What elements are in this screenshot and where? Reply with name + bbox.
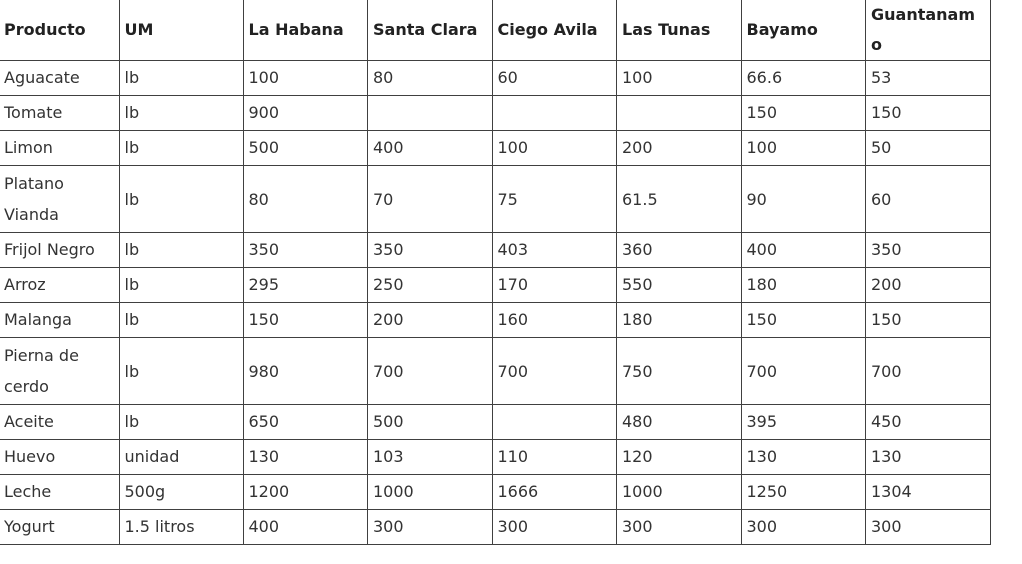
cell-guantanamo: 300 <box>866 510 991 545</box>
cell-la-habana: 400 <box>243 510 368 545</box>
cell-producto: Aceite <box>0 405 119 440</box>
cell-ciego-avila: 403 <box>492 233 617 268</box>
column-header-las-tunas: Las Tunas <box>617 0 742 61</box>
cell-um: lb <box>119 233 243 268</box>
table-body <box>0 61 990 545</box>
table-row <box>0 96 990 131</box>
cell-santa-clara: 500 <box>368 405 493 440</box>
cell-guantanamo: 150 <box>866 303 991 338</box>
cell-la-habana: 80 <box>243 166 368 233</box>
cell-la-habana: 295 <box>243 268 368 303</box>
cell-um: lb <box>119 338 243 405</box>
table-row <box>0 303 990 338</box>
cell-las-tunas: 120 <box>617 440 742 475</box>
cell-guantanamo: 200 <box>866 268 991 303</box>
cell-la-habana: 900 <box>243 96 368 131</box>
table-row <box>0 233 990 268</box>
cell-las-tunas: 300 <box>617 510 742 545</box>
cell-bayamo: 90 <box>741 166 866 233</box>
cell-producto: Leche <box>0 475 119 510</box>
cell-la-habana: 130 <box>243 440 368 475</box>
cell-guantanamo: 450 <box>866 405 991 440</box>
cell-ciego-avila: 700 <box>492 338 617 405</box>
cell-guantanamo: 53 <box>866 61 991 96</box>
cell-bayamo: 1250 <box>741 475 866 510</box>
cell-bayamo: 180 <box>741 268 866 303</box>
cell-guantanamo: 60 <box>866 166 991 233</box>
cell-las-tunas <box>617 96 742 131</box>
cell-las-tunas: 750 <box>617 338 742 405</box>
table-row <box>0 440 990 475</box>
table-row <box>0 268 990 303</box>
cell-ciego-avila <box>492 405 617 440</box>
cell-producto: Pierna de cerdo <box>0 338 119 405</box>
table-header <box>0 0 990 61</box>
cell-producto: Malanga <box>0 303 119 338</box>
cell-producto: Limon <box>0 131 119 166</box>
cell-la-habana: 500 <box>243 131 368 166</box>
cell-la-habana: 980 <box>243 338 368 405</box>
table-row <box>0 131 990 166</box>
cell-ciego-avila: 300 <box>492 510 617 545</box>
cell-ciego-avila: 100 <box>492 131 617 166</box>
cell-um: 1.5 litros <box>119 510 243 545</box>
cell-ciego-avila: 170 <box>492 268 617 303</box>
cell-santa-clara: 400 <box>368 131 493 166</box>
table-row <box>0 405 990 440</box>
cell-la-habana: 150 <box>243 303 368 338</box>
cell-producto: Yogurt <box>0 510 119 545</box>
cell-producto: Aguacate <box>0 61 119 96</box>
cell-la-habana: 350 <box>243 233 368 268</box>
cell-las-tunas: 100 <box>617 61 742 96</box>
cell-bayamo: 395 <box>741 405 866 440</box>
cell-bayamo: 700 <box>741 338 866 405</box>
table-row <box>0 61 990 96</box>
cell-ciego-avila: 1666 <box>492 475 617 510</box>
table-row <box>0 338 990 405</box>
cell-guantanamo: 50 <box>866 131 991 166</box>
cell-las-tunas: 180 <box>617 303 742 338</box>
cell-um: lb <box>119 61 243 96</box>
cell-guantanamo: 150 <box>866 96 991 131</box>
cell-santa-clara: 350 <box>368 233 493 268</box>
cell-um: lb <box>119 96 243 131</box>
cell-um: lb <box>119 405 243 440</box>
cell-bayamo: 100 <box>741 131 866 166</box>
cell-producto: Frijol Negro <box>0 233 119 268</box>
cell-um: lb <box>119 268 243 303</box>
table-row <box>0 510 990 545</box>
cell-guantanamo: 700 <box>866 338 991 405</box>
cell-santa-clara: 80 <box>368 61 493 96</box>
cell-santa-clara: 250 <box>368 268 493 303</box>
cell-producto: Arroz <box>0 268 119 303</box>
cell-santa-clara: 70 <box>368 166 493 233</box>
cell-la-habana: 100 <box>243 61 368 96</box>
cell-um: lb <box>119 303 243 338</box>
cell-las-tunas: 200 <box>617 131 742 166</box>
cell-bayamo: 150 <box>741 96 866 131</box>
column-header-guantanamo: Guantanamo <box>866 0 991 61</box>
cell-santa-clara: 200 <box>368 303 493 338</box>
cell-guantanamo: 1304 <box>866 475 991 510</box>
column-header-bayamo: Bayamo <box>741 0 866 61</box>
column-header-ciego-avila: Ciego Avila <box>492 0 617 61</box>
cell-santa-clara: 103 <box>368 440 493 475</box>
cell-um: lb <box>119 166 243 233</box>
cell-ciego-avila: 160 <box>492 303 617 338</box>
cell-las-tunas: 61.5 <box>617 166 742 233</box>
cell-las-tunas: 550 <box>617 268 742 303</box>
cell-santa-clara: 1000 <box>368 475 493 510</box>
table-row <box>0 166 990 233</box>
cell-santa-clara: 700 <box>368 338 493 405</box>
column-header-producto: Producto <box>0 0 119 61</box>
cell-bayamo: 130 <box>741 440 866 475</box>
cell-guantanamo: 130 <box>866 440 991 475</box>
cell-santa-clara <box>368 96 493 131</box>
cell-bayamo: 150 <box>741 303 866 338</box>
cell-ciego-avila <box>492 96 617 131</box>
table-row <box>0 475 990 510</box>
cell-um: 500g <box>119 475 243 510</box>
cell-um: lb <box>119 131 243 166</box>
cell-bayamo: 400 <box>741 233 866 268</box>
cell-guantanamo: 350 <box>866 233 991 268</box>
cell-ciego-avila: 110 <box>492 440 617 475</box>
cell-bayamo: 66.6 <box>741 61 866 96</box>
column-header-la-habana: La Habana <box>243 0 368 61</box>
cell-ciego-avila: 75 <box>492 166 617 233</box>
column-header-um: UM <box>119 0 243 61</box>
cell-producto: Tomate <box>0 96 119 131</box>
cell-las-tunas: 1000 <box>617 475 742 510</box>
cell-ciego-avila: 60 <box>492 61 617 96</box>
column-header-santa-clara: Santa Clara <box>368 0 493 61</box>
cell-la-habana: 650 <box>243 405 368 440</box>
cell-um: unidad <box>119 440 243 475</box>
cell-las-tunas: 480 <box>617 405 742 440</box>
cell-bayamo: 300 <box>741 510 866 545</box>
cell-producto: Huevo <box>0 440 119 475</box>
cell-las-tunas: 360 <box>617 233 742 268</box>
cell-producto: Platano Vianda <box>0 166 119 233</box>
cell-santa-clara: 300 <box>368 510 493 545</box>
cell-la-habana: 1200 <box>243 475 368 510</box>
header-row <box>0 0 990 61</box>
